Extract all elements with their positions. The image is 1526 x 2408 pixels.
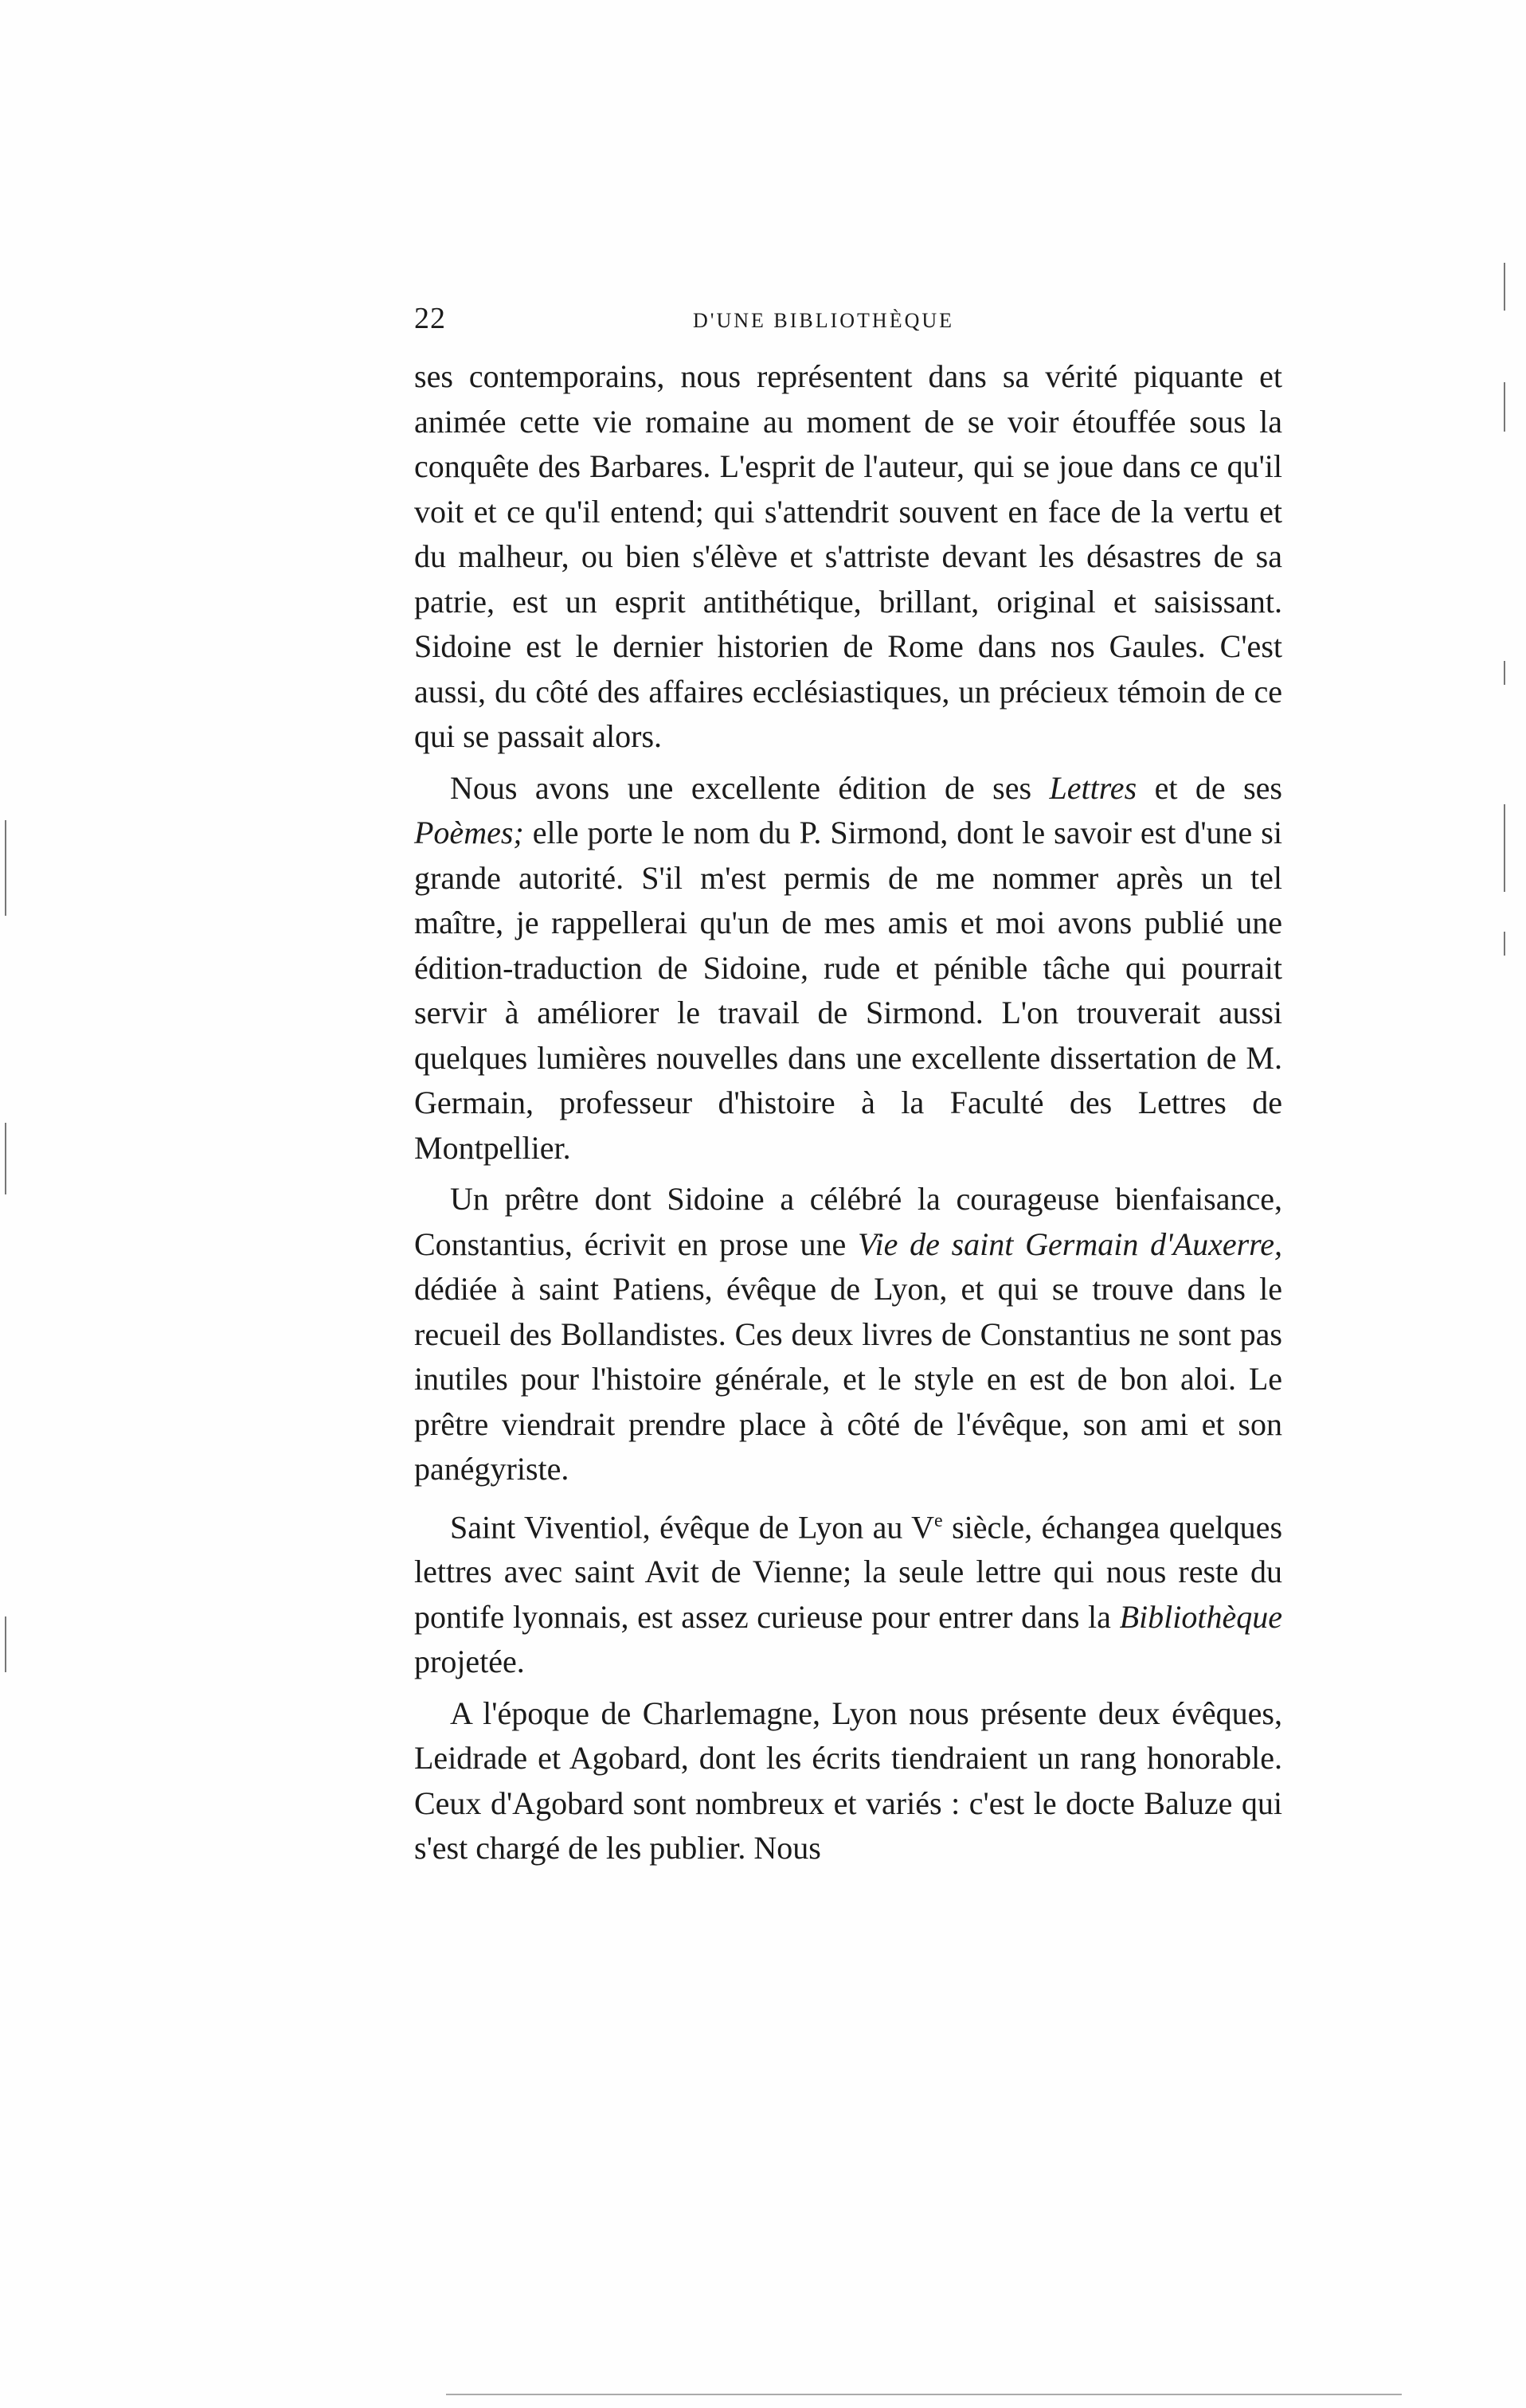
paragraph-4-text-c: projetée. xyxy=(414,1644,525,1680)
paragraph-4-text-a: Saint Viventiol, évêque de Lyon au V xyxy=(450,1508,935,1545)
page-header xyxy=(414,301,1282,346)
paragraph-3-italic-title: Vie de saint Germain d'Auxerre, xyxy=(858,1226,1282,1262)
paragraph-3-text-b: dédiée à saint Patiens, évêque de Lyon, et qui se trouve dans le recueil des Bollandistes. Ces deux livres de Constantius ne sont pas inutiles pour l'histoire générale, et le style en est de bon aloi. Le prêtre viendrait prendre place à côté de l'évêque, son ami et son panégyriste. xyxy=(414,1271,1282,1487)
page-number: 22 xyxy=(414,302,446,335)
paragraph-3 xyxy=(414,1177,1282,1492)
paragraph-5-text: A l'époque de Charlemagne, Lyon nous présente deux évêques, Leidrade et Agobard, dont les écrits tiendraient un rang honorable. Ceux d'Agobard sont nombreux et variés : c'est le docte Baluze qui s'est chargé de les publier. Nous xyxy=(414,1695,1282,1867)
paragraph-1-text: ses contemporains, nous représentent dans sa vérité piquante et animée cette vie romaine au moment de se voir étouffée sous la conquête des Barbares. L'esprit de l'auteur, qui se joue dans ce qu'il voit et ce qu'il entend; qui s'attendrit souvent en face de la vertu et du malheur, ou bien s'élève et s'attriste devant les désastres de sa patrie, est un esprit antithétique, brillant, original et saisissant. Sidoine est le dernier historien de Rome dans nos Gaules. C'est aussi, du côté des affaires ecclésiastiques, un précieux témoin de ce qui se passait alors. xyxy=(414,358,1282,754)
paragraph-3-text-a: Un prêtre dont Sidoine a célébré la courageuse bienfaisance, Constantius, écrivit en prose une xyxy=(414,1181,1282,1262)
scan-edge-mark xyxy=(1504,932,1505,956)
paragraph-4-superscript: e xyxy=(934,1510,943,1531)
paragraph-5 xyxy=(414,1691,1282,1871)
scan-edge-mark xyxy=(446,2394,1402,2395)
paragraph-2-text-a: Nous avons une excellente édition de ses xyxy=(450,769,1050,806)
scan-edge-mark xyxy=(5,820,6,916)
scan-edge-mark xyxy=(5,1123,6,1194)
paragraph-2-text-c: elle porte le nom du P. Sirmond, dont le savoir est d'une si grande autorité. S'il m'est permis de me nommer après un tel maître, je rappellerai qu'un de mes amis et moi avons publié une édition-traduction de Sidoine, rude et pénible tâche qui pourrait servir à améliorer le travail de Sirmond. L'on trouverait aussi quelques lumières nouvelles dans une excellente dissertation de M. Germain, professeur d'histoire à la Faculté des Lettres de Montpellier. xyxy=(414,815,1282,1166)
paragraph-4-italic-bibliotheque: Bibliothèque xyxy=(1119,1598,1282,1635)
paragraph-2 xyxy=(414,766,1282,1171)
paragraph-2-text-b: et de ses xyxy=(1137,769,1282,806)
paragraph-4 xyxy=(414,1499,1282,1685)
body-text xyxy=(414,354,1282,1871)
scan-edge-mark xyxy=(1504,263,1505,311)
paragraph-2-italic-poemes: Poèmes; xyxy=(414,815,524,850)
paragraph-4-text-b: siècle, échangea quelques lettres avec saint Avit de Vienne; la seule lettre qui nous reste du pontife lyonnais, est assez curieuse pour entrer dans la xyxy=(414,1508,1283,1635)
scan-edge-mark xyxy=(1504,804,1505,892)
paragraph-2-italic-lettres: Lettres xyxy=(1049,769,1137,806)
paragraph-1 xyxy=(414,354,1282,760)
scan-edge-mark xyxy=(1504,382,1505,432)
scan-edge-mark xyxy=(1504,661,1505,685)
running-head: D'UNE BIBLIOTHÈQUE xyxy=(693,309,955,332)
scan-edge-mark xyxy=(5,1616,6,1672)
